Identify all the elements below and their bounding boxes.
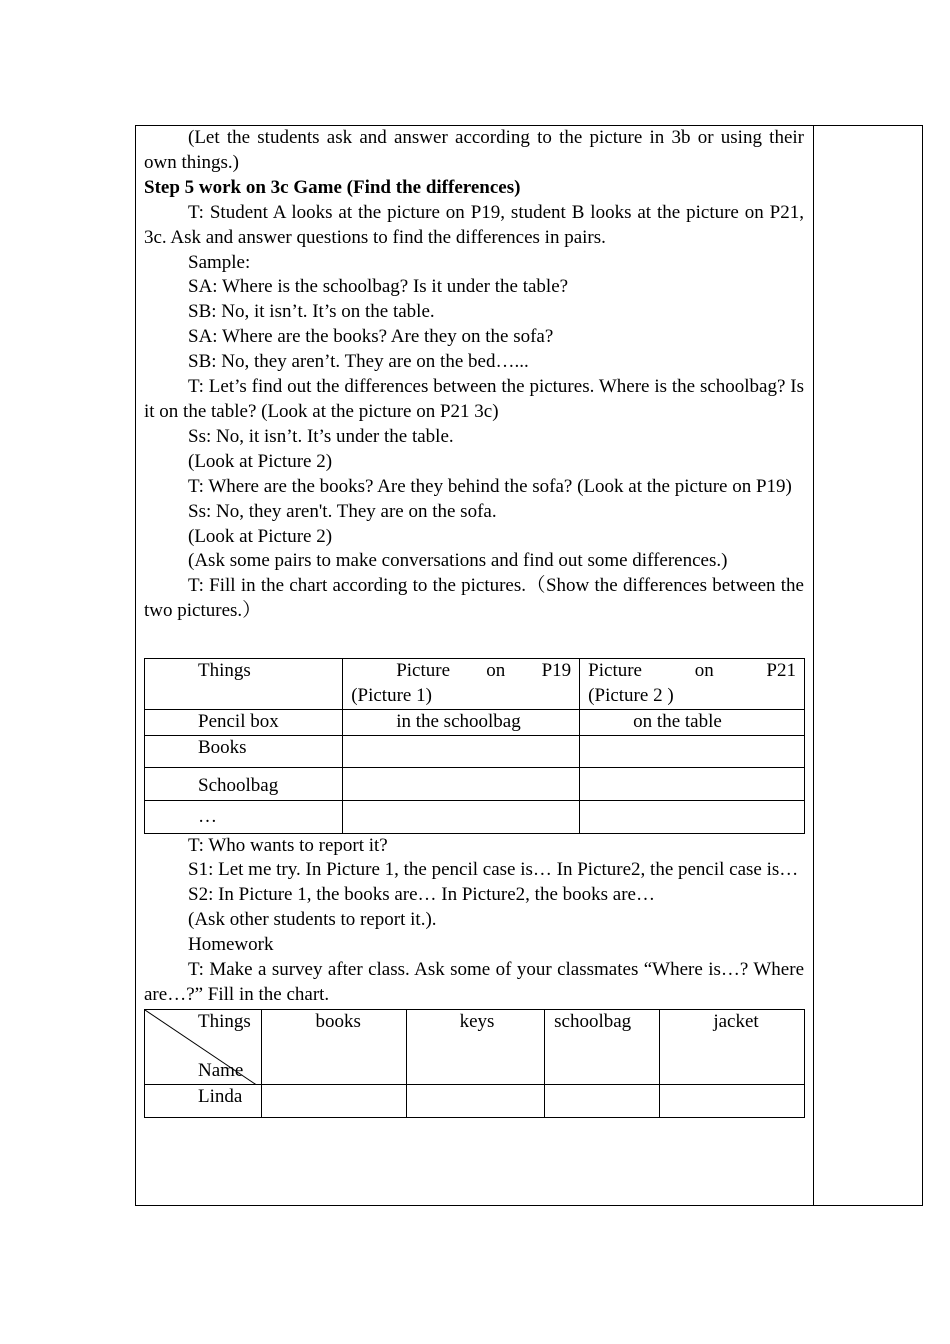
header-things: Things [198, 1010, 251, 1032]
paragraph: T: Where are the books? Are they behind the sofa? (Look at the picture on P19) [188, 475, 792, 497]
cell-picture-1 [343, 767, 580, 800]
cell-picture-1: in the schoolbag [343, 710, 580, 736]
paragraph: T: Let’s find out the differences between the pictures. Where is the schoolbag? Is it on the table? (Look at the picture on P21 3c) [144, 376, 804, 422]
cell-picture-2 [580, 800, 805, 833]
cell-schoolbag [545, 1084, 660, 1117]
paragraph: Ss: No, it isn’t. It’s under the table. [188, 425, 454, 447]
paragraph: Ss: No, they aren't. They are on the sofa. [188, 500, 497, 522]
table-header-row [145, 659, 805, 710]
paragraph: S2: In Picture 1, the books are… In Picture2, the books are… [188, 884, 655, 906]
cell-thing: Pencil box [145, 710, 343, 736]
cell-thing: Schoolbag [145, 767, 343, 800]
header-keys: keys [406, 1009, 545, 1084]
cell-picture-2: on the table [580, 710, 805, 736]
cell-keys [406, 1084, 545, 1117]
paragraph: (Look at Picture 2) [188, 525, 333, 547]
lesson-content [144, 126, 804, 1118]
cell-picture-1 [343, 800, 580, 833]
dialogue-line: SB: No, it isn’t. It’s on the table. [188, 301, 435, 323]
table-row [145, 800, 805, 833]
survey-table [144, 1009, 805, 1118]
paragraph: T: Who wants to report it? [188, 834, 388, 856]
cell-books [262, 1084, 406, 1117]
paragraph: (Ask some pairs to make conversations and find out some differences.) [188, 550, 728, 572]
paragraph: (Look at Picture 2) [188, 450, 333, 472]
paragraph: T: Make a survey after class. Ask some of your classmates “Where is…? Where are…?” Fill in the chart. [144, 959, 804, 1005]
dialogue-line: SA: Where is the schoolbag? Is it under the table? [188, 276, 569, 298]
cell-thing: … [145, 800, 343, 833]
header-books: books [262, 1009, 406, 1084]
header-picture-1: Picture on P19 (Picture 1) [343, 659, 580, 710]
cell-name: Linda [145, 1084, 262, 1117]
header-schoolbag: schoolbag [545, 1009, 660, 1084]
table-row [145, 735, 805, 767]
diagonal-header-cell [145, 1009, 262, 1084]
cell-picture-2 [580, 735, 805, 767]
header-name: Name [198, 1059, 244, 1081]
step-heading: Step 5 work on 3c Game (Find the differences) [144, 176, 521, 198]
table-row [145, 710, 805, 736]
paragraph: (Let the students ask and answer according to the picture in 3b or using their own things.) [144, 127, 804, 173]
header-things: Things [145, 659, 343, 710]
paragraph: T: Fill in the chart according to the pictures.（Show the differences between the two pictures.） [144, 575, 804, 622]
differences-table [144, 658, 805, 834]
paragraph: Sample: [188, 251, 251, 273]
paragraph: S1: Let me try. In Picture 1, the pencil case is… In Picture2, the pencil case is… [188, 859, 799, 881]
header-jacket: jacket [660, 1009, 805, 1084]
cell-picture-2 [580, 767, 805, 800]
cell-thing: Books [145, 735, 343, 767]
paragraph: T: Student A looks at the picture on P19, student B looks at the picture on P21, 3c. Ask and answer questions to find the differences in pairs. [144, 201, 804, 248]
cell-jacket [660, 1084, 805, 1117]
right-column-divider [813, 125, 814, 1206]
header-picture-2: Picture on P21 (Picture 2 ) [580, 659, 805, 710]
cell-picture-1 [343, 735, 580, 767]
homework-label: Homework [188, 934, 274, 956]
dialogue-line: SA: Where are the books? Are they on the sofa? [188, 326, 554, 348]
paragraph: (Ask other students to report it.). [188, 909, 437, 931]
survey-row [145, 1084, 805, 1117]
dialogue-line: SB: No, they aren’t. They are on the bed…... [188, 351, 529, 373]
survey-header-row [145, 1009, 805, 1084]
table-row [145, 767, 805, 800]
